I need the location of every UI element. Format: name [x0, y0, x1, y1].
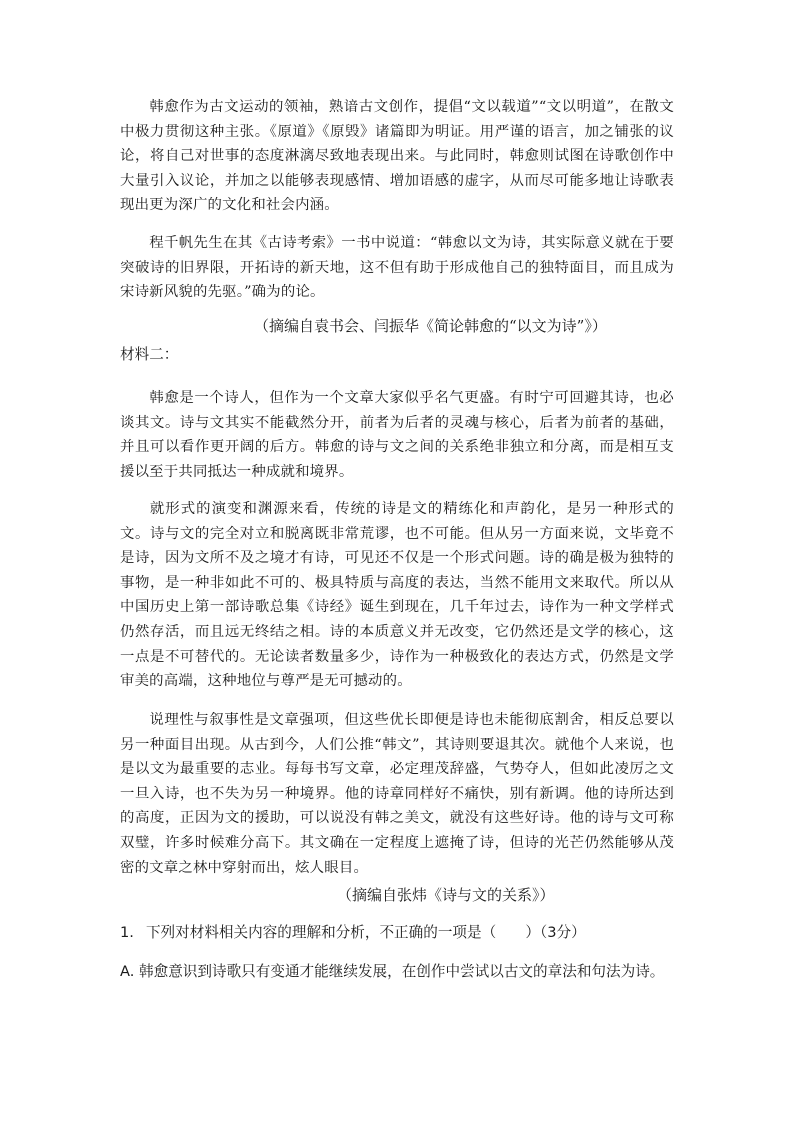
option-a: A. 韩愈意识到诗歌只有变通才能继续发展，在创作中尝试以古文的章法和句法为诗。	[120, 963, 665, 980]
passage1-source: （摘编自袁书会、闫振华《简论韩愈的“以文为诗”》）	[254, 317, 607, 335]
passage2-paragraph-3: 说理性与叙事性是文章强项，但这些优长即便是诗也未能彻底割舍，相反总要以另一种面目出现。从古到今，人们公推“韩文”，其诗则要退其次。就他个人来说，也是以文为最重要的志业。每每书写文章，必定理茂辞盛，气势夺人，但如此凌厉之文一旦入诗，也不失为另一种境界。他的诗章同样好不痛快，别有新调。他的诗所达到的高度，正因为文的援助，可以说没有韩之美文，就没有这些好诗。他的诗与文可称双璧，许多时候难分高下。其文确在一定程度上遮掩了诗，但诗的光芒仍然能够从茂密的文章之林中穿射而出，炫人眼目。	[120, 712, 674, 876]
passage1-paragraph-1: 韩愈作为古文运动的领袖，熟谙古文创作，提倡“文以载道”“文以明道”，在散文中极力贯彻这种主张。《原道》《原毁》诸篇即为明证。用严谨的语言，加之铺张的议论，将自己对世事的态度淋漓尽致地表现出来。与此同时，韩愈则试图在诗歌创作中大量引入议论，并加之以能够表现感情、增加语感的虚字，从而尽可能多地让诗歌表现出更为深广的文化和社会内涵。	[120, 99, 674, 214]
question-text: 下列对材料相关内容的理解和分析，不正确的一项是（ ）（3分）	[145, 924, 586, 941]
passage2-paragraph-1: 韩愈是一个诗人，但作为一个文章大家似乎名气更盛。有时宁可回避其诗，也必谈其文。诗与文其实不能截然分开，前者为后者的灵魂与核心，后者为前者的基础，并且可以看作更开阔的后方。韩愈的诗与文之间的关系绝非独立和分离，而是相互支援以至于共同抵达一种成就和境界。	[120, 390, 674, 480]
passage2-source: （摘编自张炜《诗与文的关系》）	[337, 886, 555, 904]
passage2-paragraph-2: 就形式的演变和渊源来看，传统的诗是文的精练化和声韵化，是另一种形式的文。诗与文的完全对立和脱离既非常荒谬，也不可能。但从另一方面来说，文毕竟不是诗，因为文所不及之境才有诗，可见还不仅是一个形式问题。诗的确是极为独特的事物，是一种非如此不可的、极具特质与高度的表达，当然不能用文来取代。所以从中国历史上第一部诗歌总集《诗经》诞生到现在，几千年过去，诗作为一种文学样式仍然存活，而且远无终结之相。诗的本质意义并无改变，它仍然还是文学的核心，这一点是不可替代的。无论读者数量多少，诗作为一种极致化的表达方式，仍然是文学审美的高端，这种地位与尊严是无可撼动的。	[120, 501, 674, 690]
question-number: 1.	[120, 924, 134, 941]
material-two-heading: 材料二：	[120, 346, 179, 363]
passage1-paragraph-2: 程千帆先生在其《古诗考索》一书中说道：“韩愈以文为诗，其实际意义就在于要突破诗的旧界限，开拓诗的新天地，这不但有助于形成他自己的独特面目，而且成为宋诗新风貌的先驱。”确为的论。	[120, 235, 674, 301]
question-1	[120, 921, 680, 945]
